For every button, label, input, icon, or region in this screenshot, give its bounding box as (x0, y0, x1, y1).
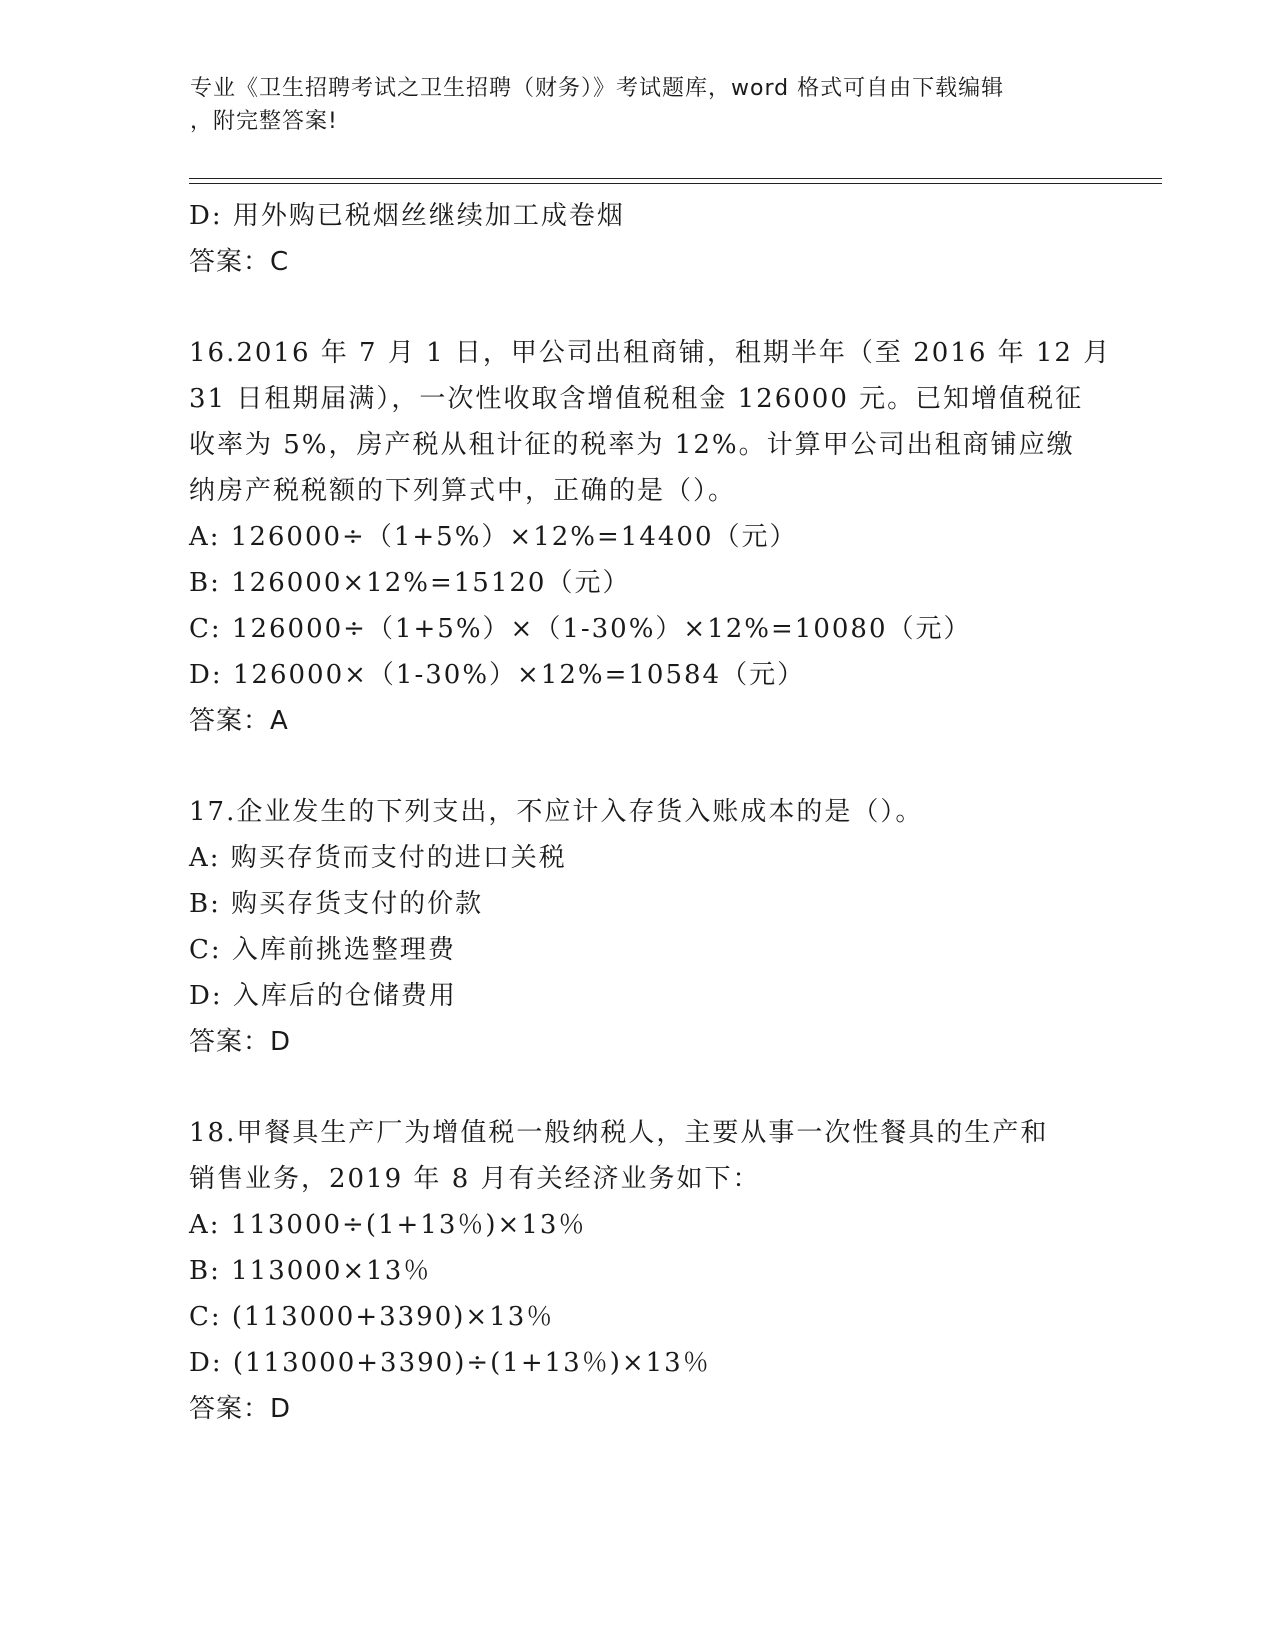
spacer (189, 1065, 1089, 1110)
question-16 (189, 330, 1112, 744)
option-c: C: 入库前挑选整理费 (189, 935, 456, 965)
question-text-line: 18.甲餐具生产厂为增值税一般纳税人，主要从事一次性餐具的生产和 (189, 1118, 1049, 1148)
option-a: A: 113000÷(1+13％)×13％ (189, 1210, 587, 1240)
answer: 答案：A (189, 706, 289, 736)
question-text-line: 17.企业发生的下列支出，不应计入存货入账成本的是（）。 (189, 797, 924, 827)
option-a: A: 购买存货而支付的进口关税 (189, 843, 567, 873)
page-content (189, 193, 1112, 1432)
option-d: D: (113000+3390)÷(1+13％)×13％ (189, 1348, 711, 1378)
option-c: C: (113000+3390)×13％ (189, 1302, 555, 1332)
option-b: B: 126000×12%=15120（元） (189, 568, 631, 598)
answer: 答案：C (189, 247, 290, 277)
header-divider-top (189, 178, 1162, 179)
question-text-line: 纳房产税税额的下列算式中，正确的是（）。 (189, 476, 737, 506)
page-header (190, 72, 1090, 138)
option-c: C: 126000÷（1+5%）×（1-30%）×12%=10080（元） (189, 614, 972, 644)
question-17 (189, 789, 1089, 1065)
option-b: B: 113000×13％ (189, 1256, 432, 1286)
question-text-line: 31 日租期届满），一次性收取含增值税租金 126000 元。已知增值税征 (189, 384, 1084, 414)
answer: 答案：D (189, 1027, 292, 1057)
question-text-line: 16.2016 年 7 月 1 日，甲公司出租商铺，租期半年（至 2016 年 12 月 (189, 338, 1112, 368)
header-divider-bottom (189, 183, 1162, 184)
option-d: D: 126000×（1-30%）×12%=10584（元） (189, 660, 806, 690)
question-text-line: 收率为 5%，房产税从租计征的税率为 12%。计算甲公司出租商铺应缴 (189, 430, 1075, 460)
header-line-1: 专业《卫生招聘考试之卫生招聘（财务）》考试题库，word 格式可自由下载编辑 (190, 76, 1005, 101)
option-d: D: 入库后的仓储费用 (189, 981, 457, 1011)
option-a: A: 126000÷（1+5%）×12%=14400（元） (189, 522, 798, 552)
previous-question-tail (189, 193, 1089, 285)
question-text-line: 销售业务，2019 年 8 月有关经济业务如下： (189, 1164, 761, 1194)
header-line-2: ，附完整答案! (190, 109, 338, 134)
question-18 (189, 1110, 1089, 1432)
option-d: D: 用外购已税烟丝继续加工成卷烟 (189, 201, 625, 231)
option-b: B: 购买存货支付的价款 (189, 889, 484, 919)
spacer (189, 285, 1089, 330)
spacer (189, 744, 1089, 789)
answer: 答案：D (189, 1394, 292, 1424)
